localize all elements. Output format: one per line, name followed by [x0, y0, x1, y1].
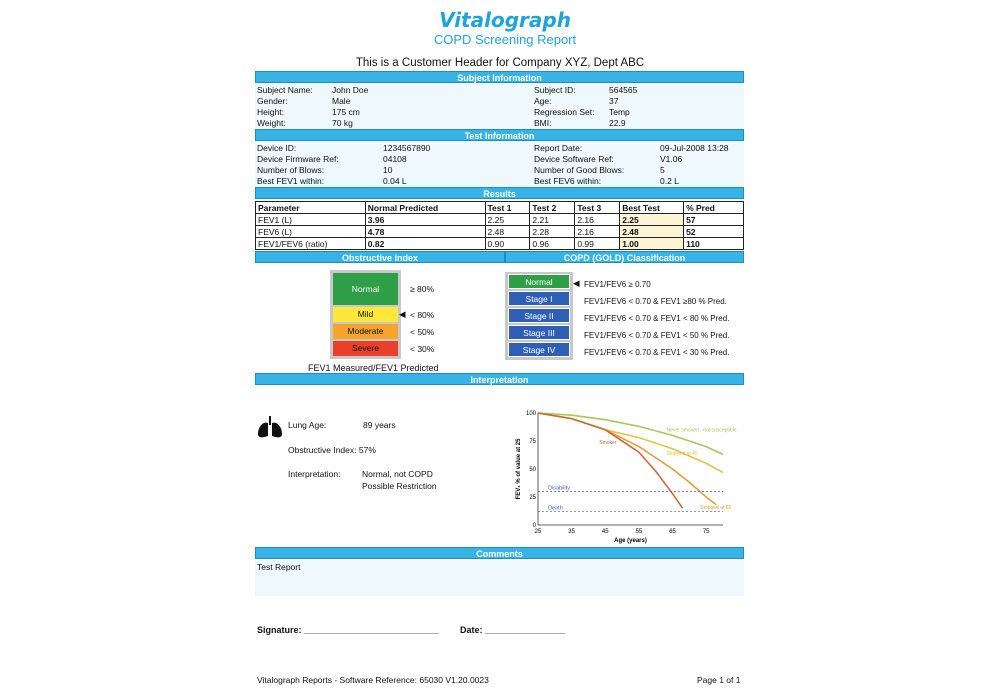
obstructive-caption: FEV1 Measured/FEV1 Predicted — [308, 363, 439, 373]
obstructive-normal-box: Normal — [333, 273, 398, 305]
gender-value: Male — [332, 96, 351, 106]
header-test2: Test 2 — [530, 202, 575, 214]
table-row — [256, 226, 744, 238]
cell: FEV6 (L) — [256, 226, 366, 238]
header-test3: Test 3 — [575, 202, 620, 214]
report-date-value: 09-Jul-2008 13:28 — [660, 143, 729, 153]
reference-line-label: Disability — [548, 485, 571, 492]
cell: 2.16 — [575, 226, 620, 238]
device-id-value: 1234567890 — [383, 143, 431, 153]
obstructive-moderate-box: Moderate — [333, 324, 398, 339]
software-label: Device Software Ref: — [534, 154, 614, 164]
cell: 2.28 — [530, 226, 575, 238]
interpretation-line1: Normal, not COPD — [362, 469, 433, 479]
cell: 0.82 — [365, 238, 485, 250]
y-tick-label: 0 — [532, 523, 536, 529]
gold-stage3-box: Stage III — [508, 325, 570, 340]
best-fev1-label: Best FEV1 within: — [257, 176, 325, 186]
header-pct-pred: % Pred — [684, 202, 744, 214]
test-info — [255, 141, 744, 187]
cell: 2.48 — [620, 226, 684, 238]
comments-area — [255, 560, 744, 596]
series-label: Stopped at 65 — [700, 505, 732, 511]
chart-reference-lines — [538, 485, 723, 511]
results-section-bar: Results — [255, 187, 744, 199]
gold-stage3-criteria: FEV1/FEV6 < 0.70 & FEV1 < 50 % Pred. — [584, 331, 730, 340]
footer-software-ref: Vitalograph Reports - Software Reference: 65030 V1.20.0023 — [257, 675, 489, 685]
gold-stage2-criteria: FEV1/FEV6 < 0.70 & FEV1 < 80 % Pred. — [584, 314, 730, 323]
results-table — [255, 201, 744, 250]
series-label: Stopped at 45 — [666, 450, 698, 457]
gold-normal-box: Normal — [508, 274, 570, 289]
blows-label: Number of Blows: — [257, 165, 325, 175]
header-parameter: Parameter — [256, 202, 366, 214]
obstructive-index-text: Obstructive Index: 57% — [288, 445, 376, 455]
table-row — [256, 238, 744, 250]
cell: 2.21 — [530, 214, 575, 226]
x-tick-label: 75 — [702, 529, 710, 535]
lungs-icon — [257, 415, 283, 439]
gold-normal-criteria: FEV1/FEV6 ≥ 0.70 — [584, 280, 651, 289]
age-value: 37 — [609, 96, 619, 106]
gold-stage1-criteria: FEV1/FEV6 < 0.70 & FEV1 ≥80 % Pred. — [584, 297, 727, 306]
gender-label: Gender: — [257, 96, 288, 106]
y-tick-label: 50 — [529, 467, 536, 473]
obstructive-mild-range: < 80% — [410, 310, 435, 320]
regression-set-value: Temp — [609, 107, 630, 117]
x-tick-label: 55 — [635, 529, 643, 535]
cell: FEV1 (L) — [256, 214, 366, 226]
signature-line: Signature: ___________________________ — [257, 625, 440, 635]
cell: 57 — [684, 214, 744, 226]
cell: 2.48 — [485, 226, 530, 238]
software-value: V1.06 — [660, 154, 683, 164]
current-level-arrow-icon: ◀ — [399, 309, 406, 319]
obstructive-normal-range: ≥ 80% — [410, 284, 435, 294]
age-label: Age: — [534, 96, 552, 106]
subject-id-label: Subject ID: — [534, 85, 576, 95]
table-row — [256, 214, 744, 226]
date-line: Date: ________________ — [460, 625, 566, 635]
weight-label: Weight: — [257, 118, 286, 128]
gold-stage4-criteria: FEV1/FEV6 < 0.70 & FEV1 < 30 % Pred. — [584, 348, 730, 357]
bmi-value: 22.9 — [609, 118, 626, 128]
gold-stage4-box: Stage IV — [508, 342, 570, 357]
subject-name-label: Subject Name: — [257, 85, 313, 95]
lung-age-label: Lung Age: — [288, 420, 327, 430]
subject-id-value: 564565 — [609, 85, 638, 95]
y-tick-label: 75 — [529, 439, 536, 445]
y-tick-label: 100 — [525, 411, 536, 417]
cell: 0.99 — [575, 238, 620, 250]
best-fev1-value: 0.04 L — [383, 176, 407, 186]
interpretation-label: Interpretation: — [288, 469, 341, 479]
subject-info — [255, 83, 744, 129]
x-tick-label: 35 — [568, 529, 575, 535]
cell: 110 — [684, 238, 744, 250]
x-tick-label: 45 — [601, 529, 609, 535]
firmware-label: Device Firmware Ref: — [257, 154, 339, 164]
gold-section-bar: COPD (GOLD) Classification — [505, 251, 744, 263]
x-axis-label: Age (years) — [614, 538, 647, 544]
comments-section-bar: Comments — [255, 547, 744, 559]
reference-line-label: Death — [548, 505, 563, 512]
series-label: Smoker — [599, 439, 617, 446]
cell: 1.00 — [620, 238, 684, 250]
cell: FEV1/FEV6 (ratio) — [256, 238, 366, 250]
obstructive-severe-box: Severe — [333, 341, 398, 356]
cell: 2.25 — [620, 214, 684, 226]
bmi-label: BMI: — [534, 118, 552, 128]
regression-set-label: Regression Set: — [534, 107, 595, 117]
obstructive-section-bar: Obstructive Index — [255, 251, 505, 263]
obstructive-severe-range: < 30% — [410, 344, 435, 354]
fev-decline-chart — [512, 403, 737, 544]
subject-name-value: John Doe — [332, 85, 369, 95]
header-best-test: Best Test — [620, 202, 684, 214]
footer-page-number: Page 1 of 1 — [697, 675, 741, 685]
cell: 2.25 — [485, 214, 530, 226]
gold-stage2-box: Stage II — [508, 308, 570, 323]
report-title: COPD Screening Report — [433, 32, 577, 47]
device-id-label: Device ID: — [257, 143, 297, 153]
custom-header: This is a Customer Header for Company XYZ, Dept ABC — [355, 57, 645, 69]
obstructive-moderate-range: < 50% — [410, 327, 435, 337]
vitalograph-logo — [430, 8, 580, 32]
comments-text: Test Report — [257, 562, 301, 572]
interpretation-line2: Possible Restriction — [362, 481, 437, 491]
chart-series — [538, 413, 737, 511]
blows-value: 10 — [383, 165, 393, 175]
report-date-label: Report Date: — [534, 143, 583, 153]
cell: 0.90 — [485, 238, 530, 250]
interpretation-section-bar: Interpretation — [255, 373, 744, 385]
gold-stage1-box: Stage I — [508, 291, 570, 306]
results-header-row — [256, 202, 744, 214]
subject-section-bar: Subject Information — [255, 71, 744, 83]
x-tick-label: 25 — [534, 529, 542, 535]
y-axis-label: FEV₁ % of value at 25 — [516, 438, 522, 500]
best-fev6-value: 0.2 L — [660, 176, 679, 186]
header-test1: Test 1 — [485, 202, 530, 214]
cell: 3.96 — [365, 214, 485, 226]
best-fev6-label: Best FEV6 within: — [534, 176, 602, 186]
x-tick-label: 65 — [669, 529, 676, 535]
height-label: Height: — [257, 107, 284, 117]
good-blows-value: 5 — [660, 165, 665, 175]
test-section-bar: Test Information — [255, 129, 744, 141]
series-label: Never smoked - not susceptible — [666, 427, 737, 434]
cell: 2.16 — [575, 214, 620, 226]
height-value: 175 cm — [332, 107, 360, 117]
weight-value: 70 kg — [332, 118, 353, 128]
current-stage-arrow-icon: ◀ — [573, 278, 580, 288]
header-normal-predicted: Normal Predicted — [365, 202, 485, 214]
logo-text: Vitalograph — [439, 8, 571, 32]
good-blows-label: Number of Good Blows: — [534, 165, 625, 175]
y-tick-label: 25 — [529, 495, 536, 501]
lung-age-value: 89 years — [363, 420, 396, 430]
cell: 4.78 — [365, 226, 485, 238]
series-line — [538, 413, 723, 454]
firmware-value: 04108 — [383, 154, 407, 164]
cell: 0.96 — [530, 238, 575, 250]
cell: 52 — [684, 226, 744, 238]
obstructive-mild-box: Mild — [333, 307, 398, 322]
